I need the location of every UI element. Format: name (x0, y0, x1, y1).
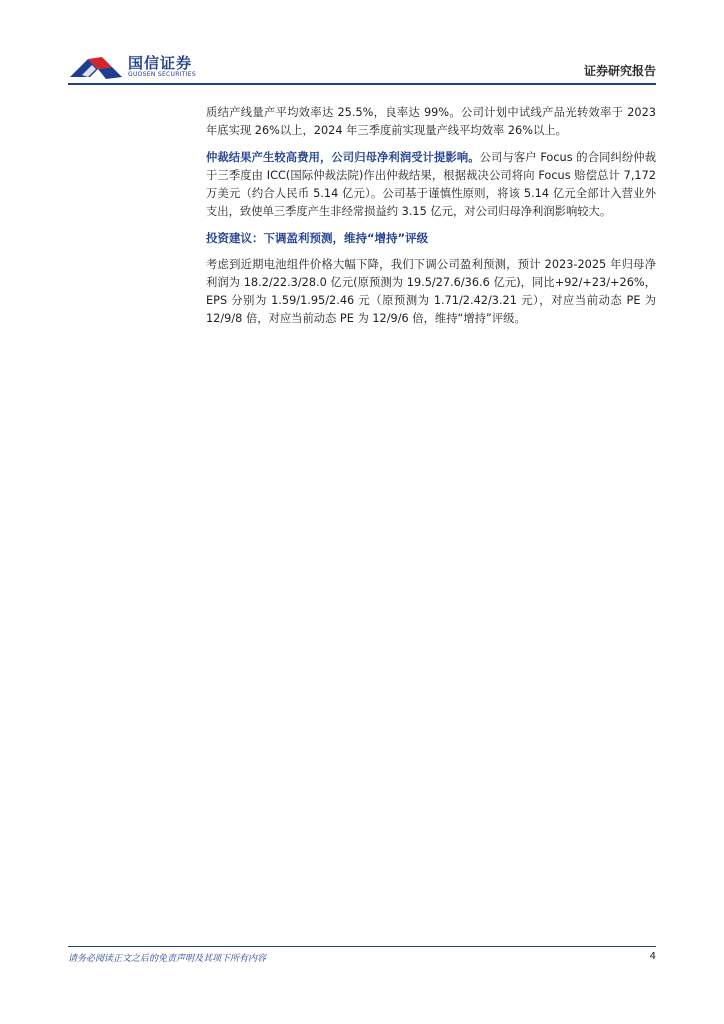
logo-english-name: GUOSEN SECURITIES (128, 71, 197, 78)
paragraph-arbitration (206, 149, 656, 221)
guosen-logo-mark-icon (68, 53, 124, 81)
section-title-investment-advice: 投资建议：下调盈利预测，维持“增持”评级 (206, 231, 429, 245)
page-number: 4 (649, 951, 656, 962)
guosen-logo (68, 50, 208, 84)
paragraph-arbitration-text: 公司与客户 Focus 的合同纠纷仲裁于三季度由 ICC(国际仲裁法院)作出仲裁结果，根据裁决公司将向 Focus 赔偿总计 7,172 万美元（约合人民币 5.14 亿元）。公司基于谨慎性原则，将该 5.14 亿元全部计入营业外支出，致使单三季度产生非经常损益约 3.15 亿元，对公司归母净利润影响较大。 (206, 151, 656, 218)
footer-divider (68, 946, 656, 947)
page-header (68, 50, 656, 86)
paragraph-forecast: 考虑到近期电池组件价格大幅下降，我们下调公司盈利预测，预计 2023-2025 年归母净利润为 18.2/22.3/28.0 亿元(原预测为 19.5/27.6/36.6 亿元)，同比+92/+23/+26%，EPS 分别为 1.59/1.95/2.46 元（原预测为 1.71/2.42/3.21 元），对应当前动态 PE 为 12/9/8 倍，对应当前动态 PE 为 12/9/6 倍，维持“增持”评级。 (206, 258, 656, 325)
header-divider (68, 83, 656, 85)
paragraph-efficiency: 质结产线量产平均效率达 25.5%，良率达 99%。公司计划中试线产品光转效率于 2023 年底实现 26%以上，2024 年三季度前实现量产线平均效率 26%以上。 (206, 106, 656, 137)
paragraph-arbitration-lead: 仲裁结果产生较高费用，公司归母净利润受计提影响。 (206, 151, 480, 164)
report-type-label: 证券研究报告 (583, 64, 656, 78)
report-body (206, 104, 656, 337)
logo-chinese-name: 国信证券 (128, 54, 193, 72)
footer-disclaimer: 请务必阅读正文之后的免责声明及其项下所有内容 (68, 954, 267, 964)
